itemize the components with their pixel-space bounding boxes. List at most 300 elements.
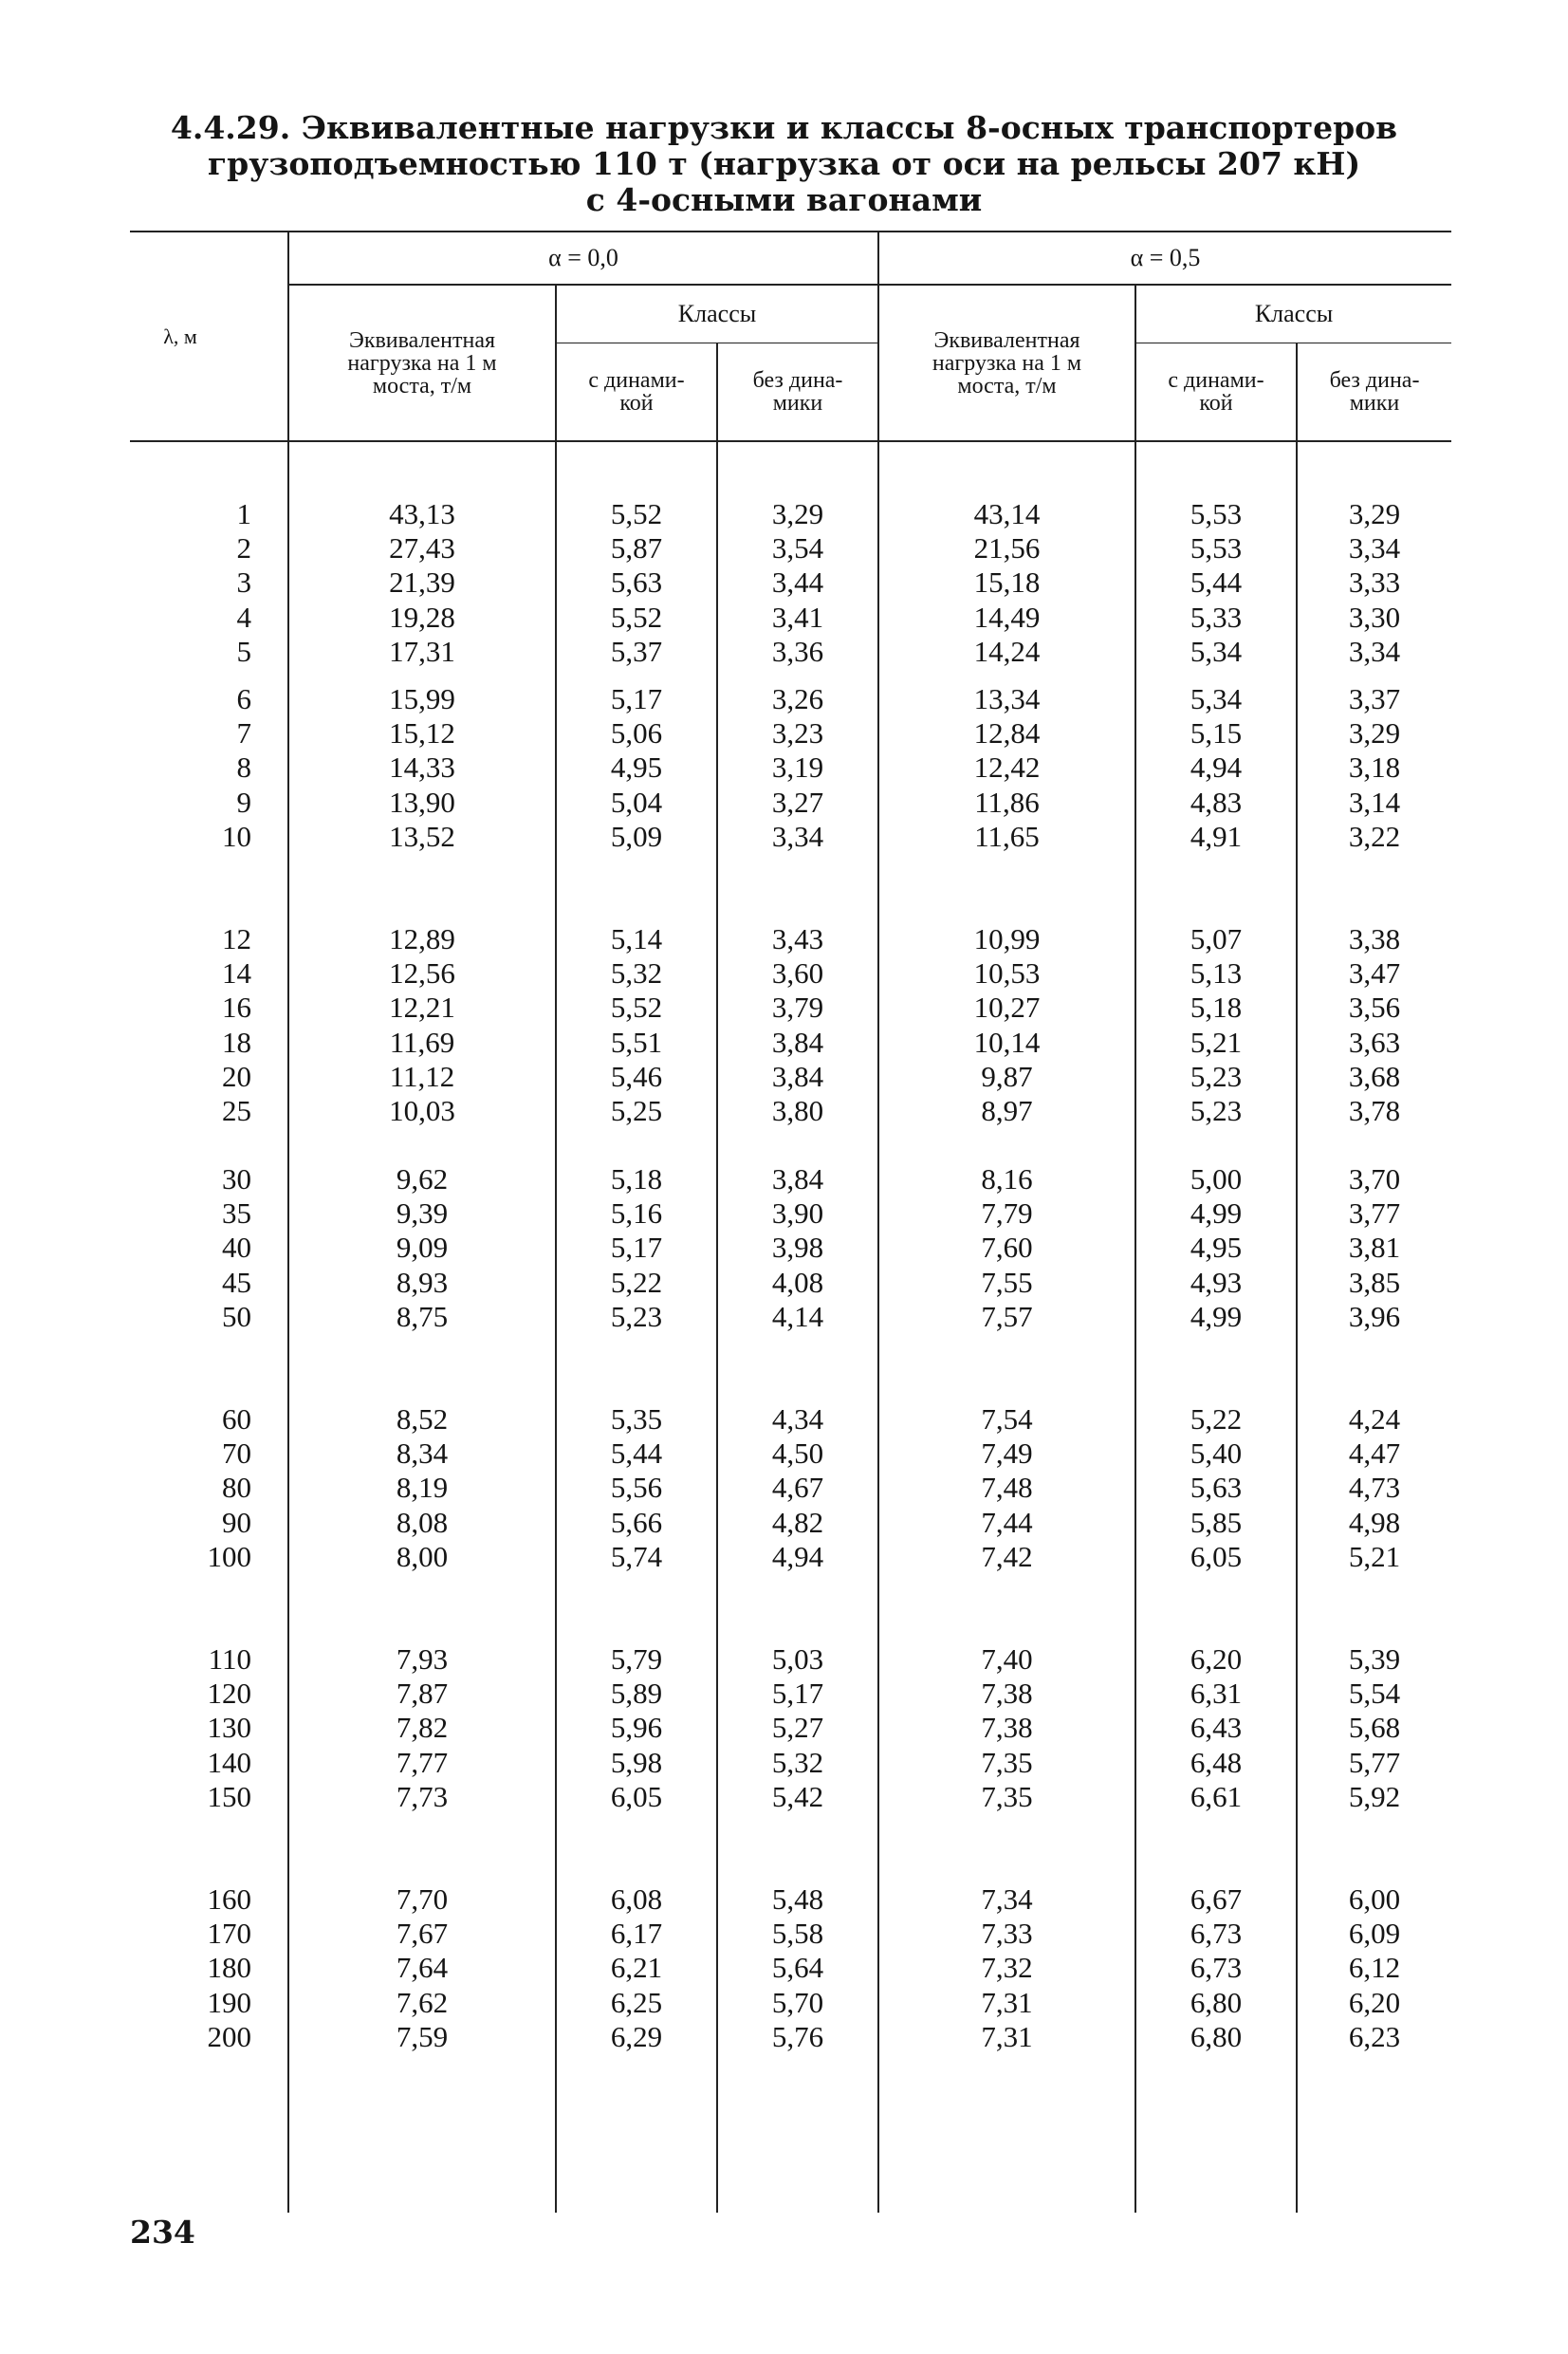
header-with-dynamics-a5 [1135,343,1297,442]
table-cell-value: 3,36 [771,634,824,668]
table-cell-value: 7 [236,716,251,751]
table-cell-value: 18 [222,1025,251,1059]
table-cell-value: 130 [207,1711,251,1745]
table-cell-value: 5,21 [1348,1539,1401,1573]
cell-a0-dyn [556,1402,717,1642]
cell-lambda [130,1882,288,2122]
table-cell-value: 3,44 [771,565,824,600]
table-cell-value: 5,15 [1190,716,1243,751]
table-cell-value: 12,21 [389,991,455,1025]
table-cell-value: 6,80 [1190,1985,1243,2019]
table-cell-value: 7,77 [396,1745,449,1779]
cell-a5-eq [878,922,1135,1162]
table-cell-value: 3,29 [1348,497,1401,530]
table-cell-value: 6,09 [1348,1917,1401,1951]
table-cell-value: 5,52 [610,497,663,530]
table-row-group [130,682,1451,922]
cell-lambda [130,1162,288,1402]
table-cell-value: 30 [222,1162,251,1196]
table-cell-value: 5,22 [1190,1402,1243,1436]
table-cell-value: 5,27 [771,1711,824,1745]
table-cell-value: 3,63 [1348,1025,1401,1059]
title-line-2: грузоподъемностью 110 т (нагрузка от оси на рельсы 207 кН) [207,145,1361,182]
table-cell-value: 6,48 [1190,1745,1243,1779]
tail-cell [878,2122,1135,2213]
cell-a0-dyn [556,1642,717,1882]
table-tail [130,2122,1451,2213]
table-cell-value: 3,30 [1348,600,1401,634]
table-cell-value: 5,68 [1348,1711,1401,1745]
table-cell-value: 5,37 [610,634,663,668]
table-cell-value: 5,03 [771,1642,824,1676]
cell-a0-dyn [556,441,717,682]
table-cell-value: 3,22 [1348,819,1401,853]
header-nodyn-line-2: мики [1349,391,1400,416]
cell-a5-nodyn [1297,922,1451,1162]
table-cell-value: 6,29 [610,2019,663,2053]
table-cell-value: 5,32 [771,1745,824,1779]
table-cell-value: 4,95 [1190,1231,1243,1265]
table-cell-value: 7,57 [981,1299,1033,1333]
table-cell-value: 5,98 [610,1745,663,1779]
table-cell-value: 6,73 [1190,1917,1243,1951]
table-cell-value: 4,93 [1190,1265,1243,1299]
table-cell-value: 7,64 [396,1951,449,1985]
table-cell-value: 2 [236,531,251,565]
table-cell-value: 5,07 [1190,922,1243,955]
table-cell-value: 12,84 [973,716,1041,751]
table-cell-value: 5,40 [1190,1436,1243,1471]
table-cell-value: 7,38 [981,1677,1033,1711]
cell-lambda [130,1402,288,1642]
table-cell-value: 6,43 [1190,1711,1243,1745]
table-cell-value: 120 [207,1677,251,1711]
table-cell-value: 5,46 [610,1059,663,1093]
table-cell-value: 7,93 [396,1642,449,1676]
table-cell-value: 7,44 [981,1505,1033,1539]
table-cell-value: 7,62 [396,1985,449,2019]
table-cell-value: 3,90 [771,1196,824,1231]
table-cell-value: 11,86 [974,785,1040,819]
table-cell-value: 5,22 [610,1265,663,1299]
table-cell-value: 10,99 [973,922,1041,955]
table-cell-value: 110 [208,1642,251,1676]
table-cell-value: 170 [207,1917,251,1951]
header-nodyn-line-2: мики [772,391,823,416]
table-cell-value: 5,34 [1190,634,1243,668]
table-cell-value: 7,67 [396,1917,449,1951]
table-cell-value: 4,82 [771,1505,824,1539]
cell-a0-eq [288,1642,556,1882]
cell-a5-eq [878,1642,1135,1882]
table-cell-value: 19,28 [389,600,455,634]
header-dyn-line-1: с динами- [588,368,685,393]
header-eq-load-a5 [878,285,1135,441]
table-cell-value: 8,75 [396,1299,449,1333]
table-cell-value: 4,83 [1190,785,1243,819]
table-cell-value: 40 [222,1231,251,1265]
table-cell-value: 3,84 [771,1025,824,1059]
table-cell-value: 3,14 [1348,785,1401,819]
title-line-3: с 4-осными вагонами [585,181,983,218]
table-cell-value: 5,70 [771,1985,824,2019]
table-cell-value: 3,34 [1348,634,1401,668]
table-cell-value: 4,94 [1190,751,1243,785]
table-cell-value: 10,27 [973,991,1041,1025]
cell-a0-eq [288,1162,556,1402]
cell-a5-eq [878,682,1135,922]
table-body [130,441,1451,2213]
header-classes-a0: Классы [556,285,878,343]
table-cell-value: 5,04 [610,785,663,819]
header-alpha-05: α = 0,5 [878,232,1451,285]
cell-a0-nodyn [717,922,878,1162]
cell-lambda [130,922,288,1162]
table-cell-value: 7,49 [981,1436,1033,1471]
table-cell-value: 5,44 [1190,565,1243,600]
table-cell-value: 6,67 [1190,1882,1243,1916]
header-eq-line-1: Эквивалентная [933,327,1080,353]
table-cell-value: 3,43 [771,922,824,955]
table-cell-value: 8 [236,751,251,785]
cell-a5-eq [878,1882,1135,2122]
table-cell-value: 11,12 [389,1059,455,1093]
table-cell-value: 5,58 [771,1917,824,1951]
tail-cell [717,2122,878,2213]
cell-a5-nodyn [1297,441,1451,682]
table-cell-value: 3,96 [1348,1299,1401,1333]
table-cell-value: 7,31 [981,2019,1033,2053]
table-cell-value: 5,87 [610,531,663,565]
table-cell-value: 4,94 [771,1539,824,1573]
table-cell-value: 150 [207,1779,251,1813]
cell-a0-dyn [556,1882,717,2122]
table-cell-value: 5,77 [1348,1745,1401,1779]
table-cell-value: 5,06 [610,716,663,751]
table-cell-value: 3,34 [1348,531,1401,565]
cell-a0-eq [288,1402,556,1642]
tail-cell [1297,2122,1451,2213]
table-cell-value: 15,99 [389,682,455,715]
table-cell-value: 3,85 [1348,1265,1401,1299]
table-cell-value: 43,13 [389,497,455,530]
table-cell-value: 6,23 [1348,2019,1401,2053]
table-cell-value: 70 [222,1436,251,1471]
table-cell-value: 180 [207,1951,251,1985]
table-cell-value: 4,08 [771,1265,824,1299]
header-dyn-line-2: кой [1199,391,1233,416]
table-cell-value: 3,47 [1348,956,1401,991]
table-cell-value: 8,16 [981,1162,1033,1196]
table-cell-value: 5,33 [1190,600,1243,634]
table-cell-value: 13,52 [389,819,455,853]
table-cell-value: 3,79 [771,991,824,1025]
table-cell-value: 3,23 [771,716,824,751]
header-eq-line-3: моста, т/м [372,373,472,399]
table-cell-value: 3,68 [1348,1059,1401,1093]
table-cell-value: 9,39 [396,1196,449,1231]
table-cell-value: 5,21 [1190,1025,1243,1059]
table-cell-value: 6,05 [1190,1539,1243,1573]
table-cell-value: 21,56 [973,531,1041,565]
cell-a0-nodyn [717,682,878,922]
tail-cell [556,2122,717,2213]
table-cell-value: 3,27 [771,785,824,819]
table-cell-value: 7,31 [981,1985,1033,2019]
table-cell-value: 14,24 [973,634,1041,668]
table-cell-value: 4,98 [1348,1505,1401,1539]
table-cell-value: 45 [222,1265,251,1299]
table-cell-value: 5,42 [771,1779,824,1813]
table-cell-value: 3,84 [771,1059,824,1093]
table-cell-value: 6,80 [1190,2019,1243,2053]
table-cell-value: 5,63 [1190,1471,1243,1505]
cell-a5-nodyn [1297,1642,1451,1882]
table-row-group [130,441,1451,682]
load-class-table [130,231,1451,2213]
cell-a5-dyn [1135,922,1297,1162]
table-cell-value: 5,51 [610,1025,663,1059]
table-cell-value: 3,81 [1348,1231,1401,1265]
table-cell-value: 21,39 [389,565,455,600]
table-cell-value: 7,38 [981,1711,1033,1745]
table-cell-value: 15,18 [973,565,1041,600]
table-cell-value: 8,08 [396,1505,449,1539]
cell-a0-dyn [556,682,717,922]
table-cell-value: 7,70 [396,1882,449,1916]
table-cell-value: 5,79 [610,1642,663,1676]
table-cell-value: 8,97 [981,1094,1033,1128]
cell-lambda [130,441,288,682]
table-cell-value: 3,80 [771,1094,824,1128]
table-cell-value: 7,79 [981,1196,1033,1231]
table-cell-value: 9,87 [981,1059,1033,1093]
table-title [0,110,1568,218]
table-row-group [130,1882,1451,2122]
header-eq-line-1: Эквивалентная [348,327,496,353]
table-cell-value: 5,92 [1348,1779,1401,1813]
header-dyn-line-2: кой [619,391,654,416]
table-cell-value: 13,90 [389,785,455,819]
table-cell-value: 7,33 [981,1917,1033,1951]
table-cell-value: 3,41 [771,600,824,634]
table-cell-value: 12,56 [389,956,455,991]
cell-a5-nodyn [1297,682,1451,922]
table-cell-value: 5,74 [610,1539,663,1573]
tail-cell [288,2122,556,2213]
table-cell-value: 160 [207,1882,251,1916]
table-cell-value: 3,60 [771,956,824,991]
cell-lambda [130,682,288,922]
table-cell-value: 8,34 [396,1436,449,1471]
cell-a0-dyn [556,1162,717,1402]
table-cell-value: 8,19 [396,1471,449,1505]
table-cell-value: 6,12 [1348,1951,1401,1985]
tail-cell [1135,2122,1297,2213]
table-cell-value: 15,12 [389,716,455,751]
table-cell-value: 190 [207,1985,251,2019]
table-cell-value: 4,99 [1190,1299,1243,1333]
table-cell-value: 5,56 [610,1471,663,1505]
table-cell-value: 3,70 [1348,1162,1401,1196]
table-cell-value: 10,03 [389,1094,455,1128]
header-eq-line-2: нагрузка на 1 м [932,350,1082,376]
cell-a5-nodyn [1297,1162,1451,1402]
table-row-group [130,1162,1451,1402]
table-cell-value: 5,39 [1348,1642,1401,1676]
table-cell-value: 6,31 [1190,1677,1243,1711]
table-cell-value: 5,25 [610,1094,663,1128]
cell-a0-dyn [556,922,717,1162]
table-cell-value: 5,53 [1190,531,1243,565]
table-cell-value: 5 [236,634,251,668]
table-cell-value: 6,20 [1348,1985,1401,2019]
table-cell-value: 5,35 [610,1402,663,1436]
table-cell-value: 8,93 [396,1265,449,1299]
table-cell-value: 5,32 [610,956,663,991]
table-cell-value: 11,69 [389,1025,455,1059]
table-cell-value: 12,89 [389,922,455,955]
table-cell-value: 5,66 [610,1505,663,1539]
table-cell-value: 5,17 [610,1231,663,1265]
table-cell-value: 3,54 [771,531,824,565]
header-nodyn-line-1: без дина- [1329,368,1420,393]
table-cell-value: 7,59 [396,2019,449,2053]
table-cell-value: 5,64 [771,1951,824,1985]
title-line-1: 4.4.29. Эквивалентные нагрузки и классы 8-осных транспортеров [170,109,1398,146]
cell-a0-eq [288,1882,556,2122]
table-cell-value: 5,54 [1348,1677,1401,1711]
cell-a0-eq [288,441,556,682]
table-cell-value: 16 [222,991,251,1025]
table-cell-value: 3,78 [1348,1094,1401,1128]
table-cell-value: 6,21 [610,1951,663,1985]
table-cell-value: 3,37 [1348,682,1401,715]
header-eq-load-a0 [288,285,556,441]
table-cell-value: 27,43 [389,531,455,565]
table-cell-value: 6,61 [1190,1779,1243,1813]
table-cell-value: 5,13 [1190,956,1243,991]
table-cell-value: 50 [222,1299,251,1333]
table-row-group [130,1402,1451,1642]
table-cell-value: 3,29 [771,497,824,530]
table-cell-value: 3,29 [1348,716,1401,751]
table-cell-value: 5,14 [610,922,663,955]
table-cell-value: 14,33 [389,751,455,785]
table-cell-value: 4,24 [1348,1402,1401,1436]
table-cell-value: 7,87 [396,1677,449,1711]
cell-a5-eq [878,1162,1135,1402]
table-cell-value: 80 [222,1471,251,1505]
cell-a5-dyn [1135,1402,1297,1642]
table-cell-value: 9,09 [396,1231,449,1265]
table-cell-value: 5,63 [610,565,663,600]
table-cell-value: 7,32 [981,1951,1033,1985]
header-alpha-0: α = 0,0 [288,232,878,285]
table-cell-value: 3,34 [771,819,824,853]
table-cell-value: 4,67 [771,1471,824,1505]
table-cell-value: 5,44 [610,1436,663,1471]
table-cell-value: 200 [207,2019,251,2053]
table-cell-value: 10,14 [973,1025,1041,1059]
header-eq-line-2: нагрузка на 1 м [347,350,497,376]
cell-a0-eq [288,682,556,922]
cell-a5-dyn [1135,1162,1297,1402]
table-cell-value: 4 [236,600,251,634]
table-cell-value: 3,33 [1348,565,1401,600]
cell-a5-eq [878,1402,1135,1642]
table-cell-value: 7,55 [981,1265,1033,1299]
table-cell-value: 4,50 [771,1436,824,1471]
cell-a0-nodyn [717,1402,878,1642]
table-cell-value: 7,54 [981,1402,1033,1436]
table-cell-value: 3 [236,565,251,600]
table-cell-value: 7,42 [981,1539,1033,1573]
cell-a0-nodyn [717,441,878,682]
table-cell-value: 12 [222,922,251,955]
table-cell-value: 5,23 [610,1299,663,1333]
header-classes-a5: Классы [1135,285,1451,343]
table-cell-value: 5,23 [1190,1059,1243,1093]
table-cell-value: 17,31 [389,634,455,668]
table-cell-value: 43,14 [973,497,1041,530]
table-cell-value: 5,76 [771,2019,824,2053]
table-cell-value: 12,42 [973,751,1041,785]
table-cell-value: 4,47 [1348,1436,1401,1471]
table-cell-value: 5,17 [771,1677,824,1711]
table-cell-value: 8,00 [396,1539,449,1573]
table-cell-value: 10,53 [973,956,1041,991]
table-cell-value: 5,16 [610,1196,663,1231]
table-cell-value: 5,18 [610,1162,663,1196]
table-cell-value: 5,18 [1190,991,1243,1025]
table-cell-value: 7,35 [981,1745,1033,1779]
header-nodyn-line-1: без дина- [752,368,843,393]
table-cell-value: 3,18 [1348,751,1401,785]
table-cell-value: 4,99 [1190,1196,1243,1231]
table-cell-value: 10 [222,819,251,853]
table-row-group [130,1642,1451,1882]
cell-a5-dyn [1135,1882,1297,2122]
table-cell-value: 3,19 [771,751,824,785]
cell-a5-eq [878,441,1135,682]
cell-a5-nodyn [1297,1882,1451,2122]
table-cell-value: 5,52 [610,600,663,634]
table-cell-value: 6,25 [610,1985,663,2019]
table-cell-value: 60 [222,1402,251,1436]
table-cell-value: 5,48 [771,1882,824,1916]
cell-a5-nodyn [1297,1402,1451,1642]
cell-a5-dyn [1135,1642,1297,1882]
header-eq-line-3: моста, т/м [957,373,1057,399]
header-with-dynamics-a0 [556,343,717,442]
table-cell-value: 6,00 [1348,1882,1401,1916]
table-cell-value: 7,60 [981,1231,1033,1265]
table-cell-value: 5,00 [1190,1162,1243,1196]
table-cell-value: 5,09 [610,819,663,853]
table-cell-value: 3,84 [771,1162,824,1196]
table-cell-value: 5,34 [1190,682,1243,715]
table-cell-value: 4,91 [1190,819,1243,853]
table-cell-value: 3,77 [1348,1196,1401,1231]
table-cell-value: 4,14 [771,1299,824,1333]
table-cell-value: 90 [222,1505,251,1539]
table-cell-value: 6,17 [610,1917,663,1951]
table-cell-value: 6 [236,682,251,715]
table-cell-value: 14 [222,956,251,991]
table-cell-value: 140 [207,1745,251,1779]
table-cell-value: 100 [207,1539,251,1573]
